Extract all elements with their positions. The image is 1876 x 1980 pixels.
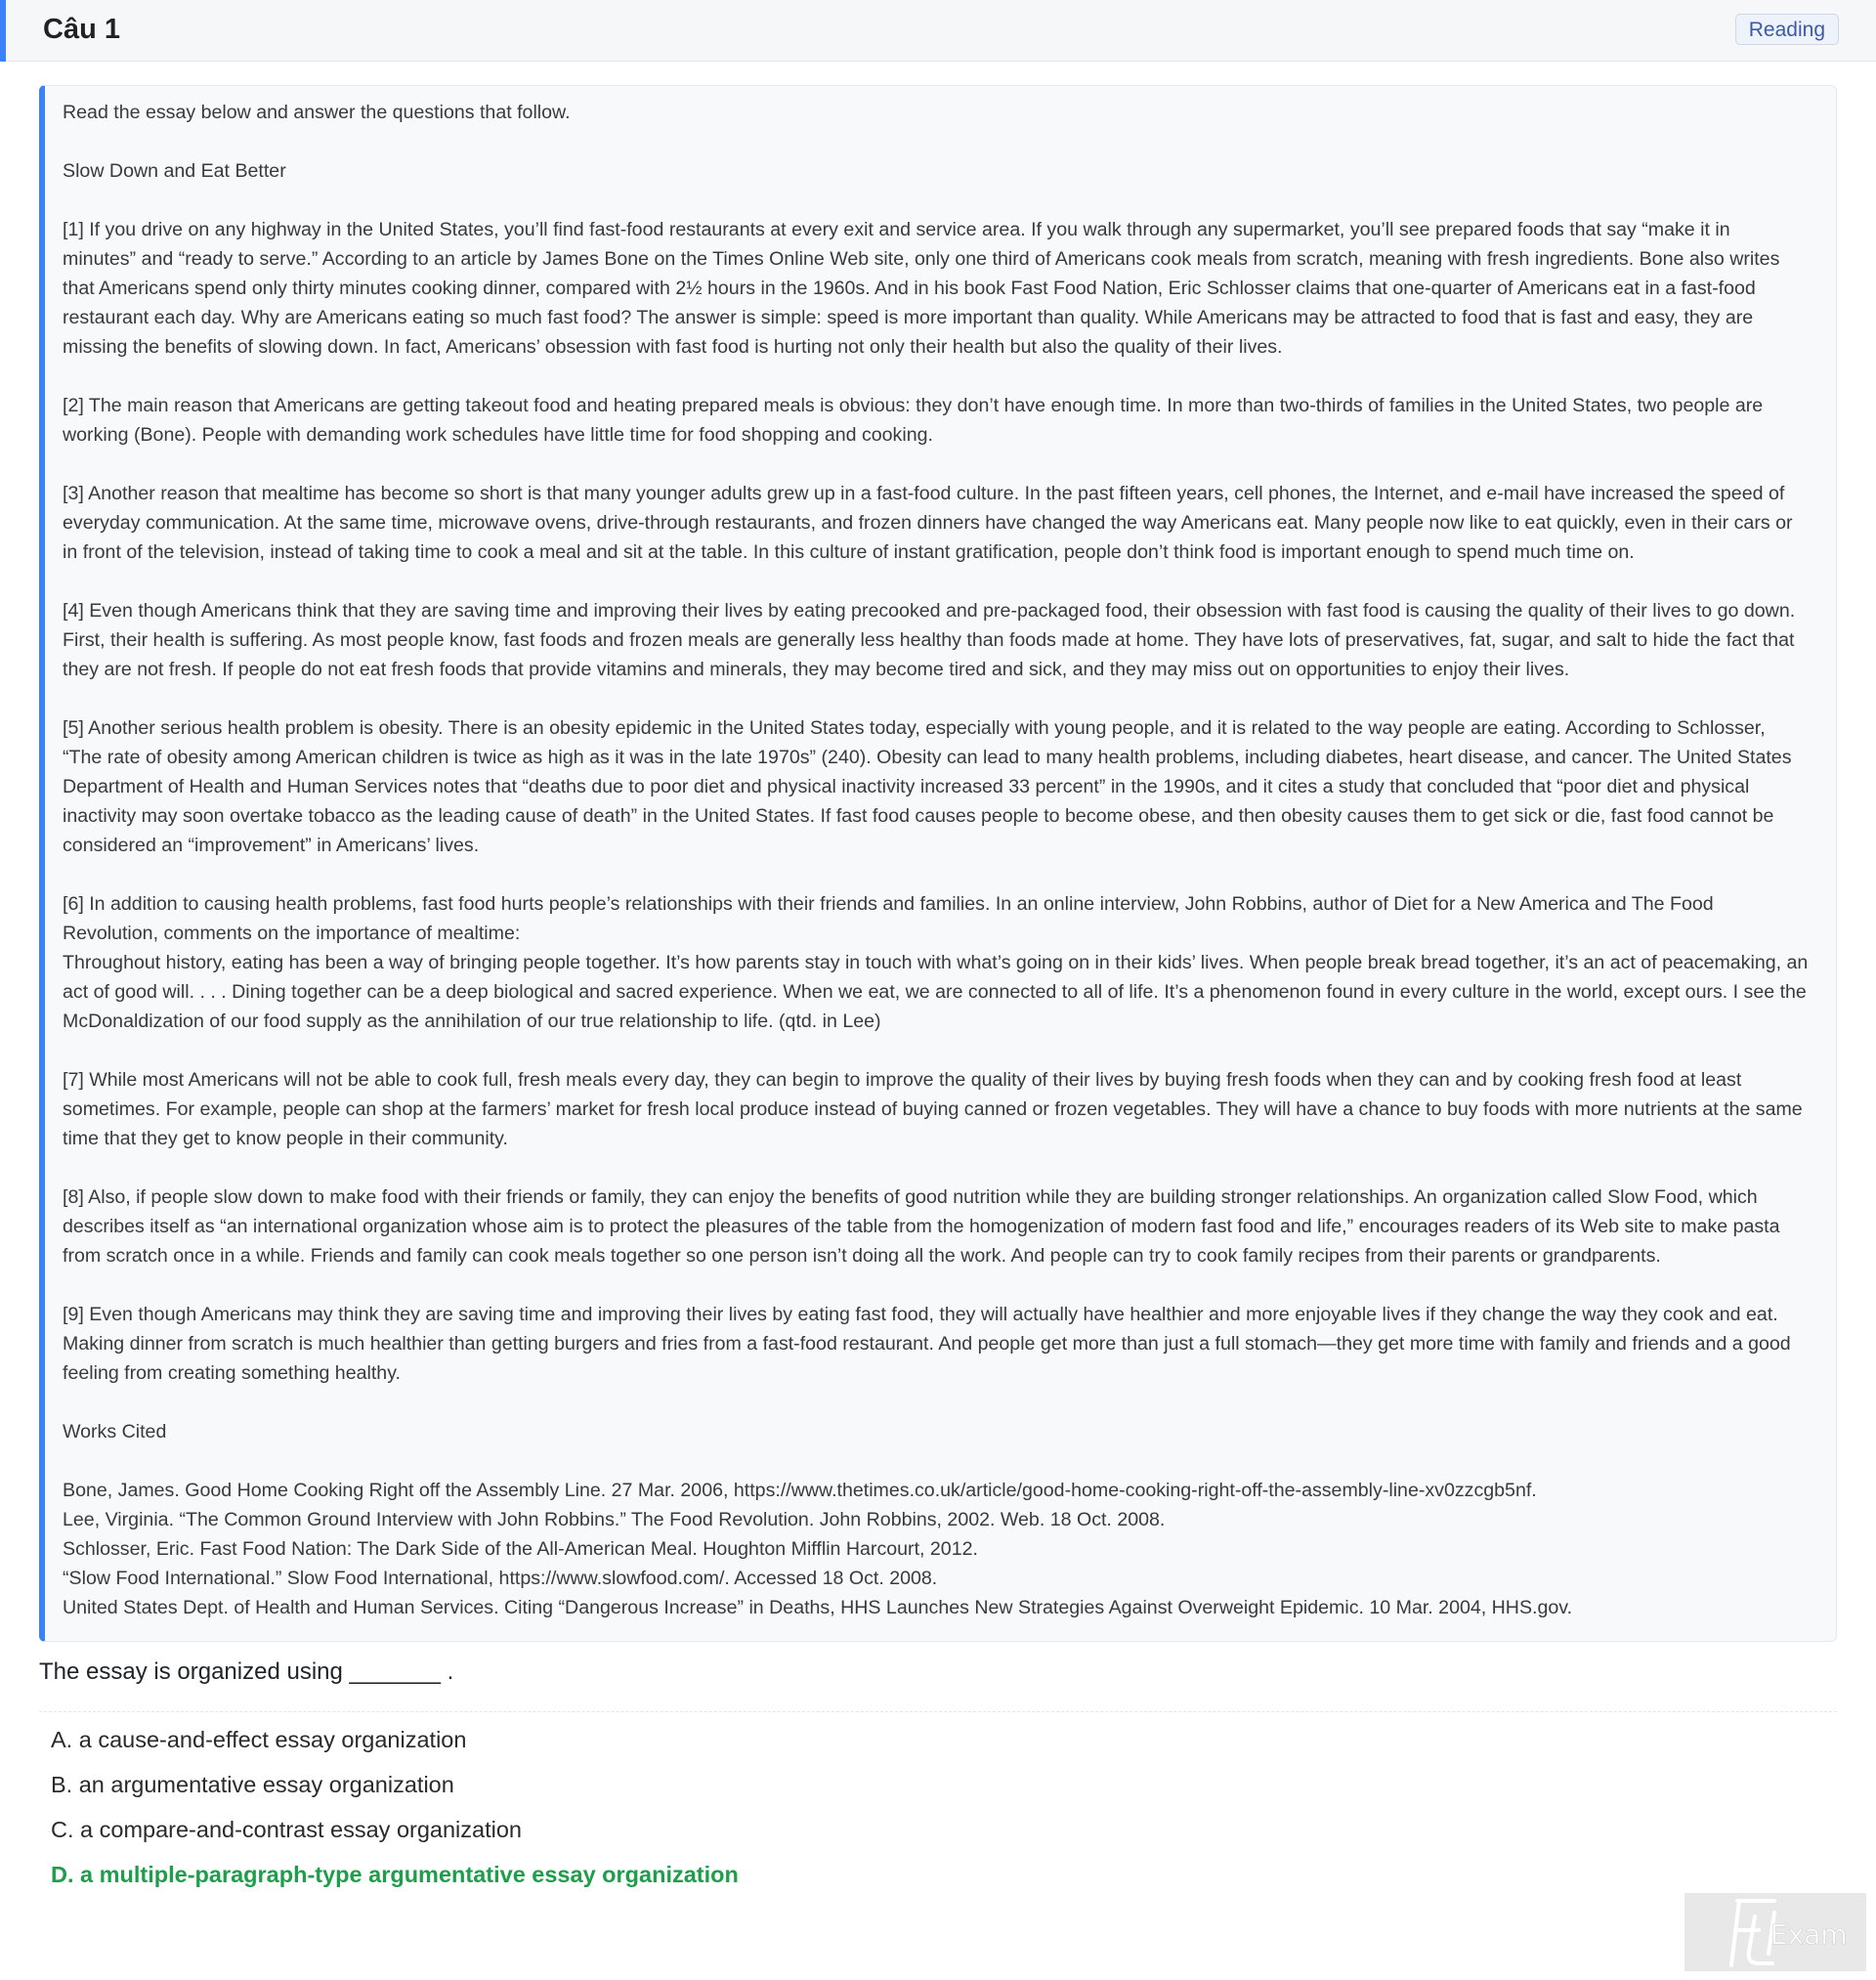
essay-block-quote: Throughout history, eating has been a way of bringing people together. It’s how parents stay in touch with what’s going on in their kids’ lives. When people break bread together, it’s an act of peacemaking, an act of good will. . . . Dining together can be a deep biological and sacred experience. When we eat, we are connected to all of life. It’s a phenomenon found in every culture in the world, except ours. I see the McDonaldization of our food supply as the annihilation of our true relationship to life. (qtd. in Lee) <box>63 952 1809 1032</box>
works-cited-entry: “Slow Food International.” Slow Food International, https://www.slowfood.com/. Accessed 18 Oct. 2008. <box>63 1568 938 1589</box>
works-cited-entry: United States Dept. of Health and Human Services. Citing “Dangerous Increase” in Deaths, HHS Launches New Strategies Against Overweight Epidemic. 10 Mar. 2004, HHS.gov. <box>63 1597 1573 1618</box>
option-b[interactable]: B. an argumentative essay organization <box>51 1772 454 1797</box>
essay-title: Slow Down and Eat Better <box>63 160 286 182</box>
fu-exam-logo-icon <box>1684 1893 1866 1971</box>
question-header <box>0 0 1876 62</box>
works-cited-entry: Lee, Virginia. “The Common Ground Interview with John Robbins.” The Food Revolution. John Robbins, 2002. Web. 18 Oct. 2008. <box>63 1509 1166 1530</box>
question-prompt: The essay is organized using _______ . <box>39 1658 454 1685</box>
works-cited-entry: Schlosser, Eric. Fast Food Nation: The Dark Side of the All-American Meal. Houghton Mifflin Harcourt, 2012. <box>63 1538 978 1560</box>
essay-paragraph: [1] If you drive on any highway in the United States, you’ll find fast-food restaurants at every exit and service area. If you walk through any supermarket, you’ll see prepared foods that say “make it in minutes” and “ready to serve.” According to an article by James Bone on the Times Online Web site, only one third of Americans cook meals from scratch, meaning with fresh ingredients. Bone also writes that Americans spend only thirty minutes cooking dinner, compared with 2½ hours in the 1960s. And in his book Fast Food Nation, Eric Schlosser claims that one-quarter of Americans eat in a fast-food restaurant each day. Why are Americans eating so much fast food? The answer is simple: speed is more important than quality. While Americans may be attracted to food that is fast and easy, they are missing the benefits of slowing down. In fact, Americans’ obsession with fast food is hurting not only their health but also the quality of their lives. <box>63 219 1780 358</box>
header-accent-bar <box>0 0 6 62</box>
reading-passage <box>39 85 1837 1642</box>
passage-instruction: Read the essay below and answer the questions that follow. <box>63 102 571 123</box>
answer-options <box>51 1723 1810 1903</box>
essay-paragraph: [5] Another serious health problem is obesity. There is an obesity epidemic in the United States today, especially with young people, and it is related to the way people are eating. According to Schlosser, “The rate of obesity among American children is twice as high as it was in the late 1970s” (240). Obesity can lead to many health problems, including diabetes, heart disease, and cancer. The United States Department of Health and Human Services notes that “deaths due to poor diet and physical inactivity increased 33 percent” in the 1990s, and it cites a study that concluded that “poor diet and physical inactivity may soon overtake tobacco as the leading cause of death” in the United States. If fast food causes people to become obese, and then obesity causes them to get sick or die, fast food cannot be considered an “improvement” in Americans’ lives. <box>63 717 1792 856</box>
option-a[interactable]: A. a cause-and-effect essay organization <box>51 1727 467 1752</box>
essay-paragraph: [9] Even though Americans may think they are saving time and improving their lives by eating fast food, they will actually have healthier and more enjoyable lives if they change the way they cook and eat. Making dinner from scratch is much healthier than getting burgers and fries from a fast-food restaurant. And people get more than just a full stomach—they get more time with family and friends and a good feeling from creating something healthy. <box>63 1304 1791 1384</box>
essay-paragraph: [2] The main reason that Americans are getting takeout food and heating prepared meals is obvious: they don’t have enough time. In more than two-thirds of families in the United States, two people are working (Bone). People with demanding work schedules have little time for food shopping and cooking. <box>63 395 1764 446</box>
works-cited-heading: Works Cited <box>63 1421 167 1442</box>
category-badge: Reading <box>1735 14 1839 45</box>
essay-paragraph: [4] Even though Americans think that they are saving time and improving their lives by eating precooked and pre-packaged food, their obsession with fast food is causing the quality of their lives to go down. First, their health is suffering. As most people know, fast foods and frozen meals are generally less healthy than foods made at home. They have lots of preservatives, fat, sugar, and salt to hide the fact that they are not fresh. If people do not eat fresh foods that provide vitamins and minerals, they may become tired and sick, and they may miss out on opportunities to enjoy their lives. <box>63 600 1796 680</box>
essay-paragraph: [7] While most Americans will not be able to cook full, fresh meals every day, they can begin to improve the quality of their lives by buying fresh foods when they can and by cooking fresh food at least sometimes. For example, people can shop at the farmers’ market for fresh local produce instead of buying canned or frozen vegetables. They will have a chance to buy foods with more nutrients at the same time that they get to know people in their community. <box>63 1069 1803 1149</box>
essay-paragraph: [8] Also, if people slow down to make food with their friends or family, they can enjoy the benefits of good nutrition while they are building stronger relationships. An organization called Slow Food, which describes itself as “an international organization whose aim is to protect the pleasures of the table from the homogenization of modern fast food and life,” encourages readers of its Web site to make pasta from scratch once in a while. Friends and family can cook meals together so one person isn’t doing all the work. And people can try to cook family recipes from their parents or grandparents. <box>63 1186 1780 1267</box>
essay-paragraph: [3] Another reason that mealtime has become so short is that many younger adults grew up in a fast-food culture. In the past fifteen years, cell phones, the Internet, and e-mail have increased the speed of everyday communication. At the same time, microwave ovens, drive-through restaurants, and frozen dinners have changed the way Americans eat. Many people now like to eat quickly, even in their cars or in front of the television, instead of taking time to cook a meal and sit at the table. In this culture of instant gratification, people don’t think food is important enough to spend much time on. <box>63 483 1793 563</box>
option-c[interactable]: C. a compare-and-contrast essay organization <box>51 1817 522 1842</box>
logo-text: Exam <box>1770 1918 1848 1951</box>
divider <box>39 1711 1837 1712</box>
option-d-correct[interactable]: D. a multiple-paragraph-type argumentative essay organization <box>51 1862 739 1887</box>
works-cited-entry: Bone, James. Good Home Cooking Right off the Assembly Line. 27 Mar. 2006, https://www.thetimes.co.uk/article/good-home-cooking-right-off-the-assembly-line-xv0zzcgb5nf. <box>63 1480 1537 1501</box>
question-title: Câu 1 <box>43 14 120 45</box>
essay-paragraph: [6] In addition to causing health problems, fast food hurts people’s relationships with their friends and families. In an online interview, John Robbins, author of Diet for a New America and The Food Revolution, comments on the importance of mealtime: <box>63 893 1714 944</box>
